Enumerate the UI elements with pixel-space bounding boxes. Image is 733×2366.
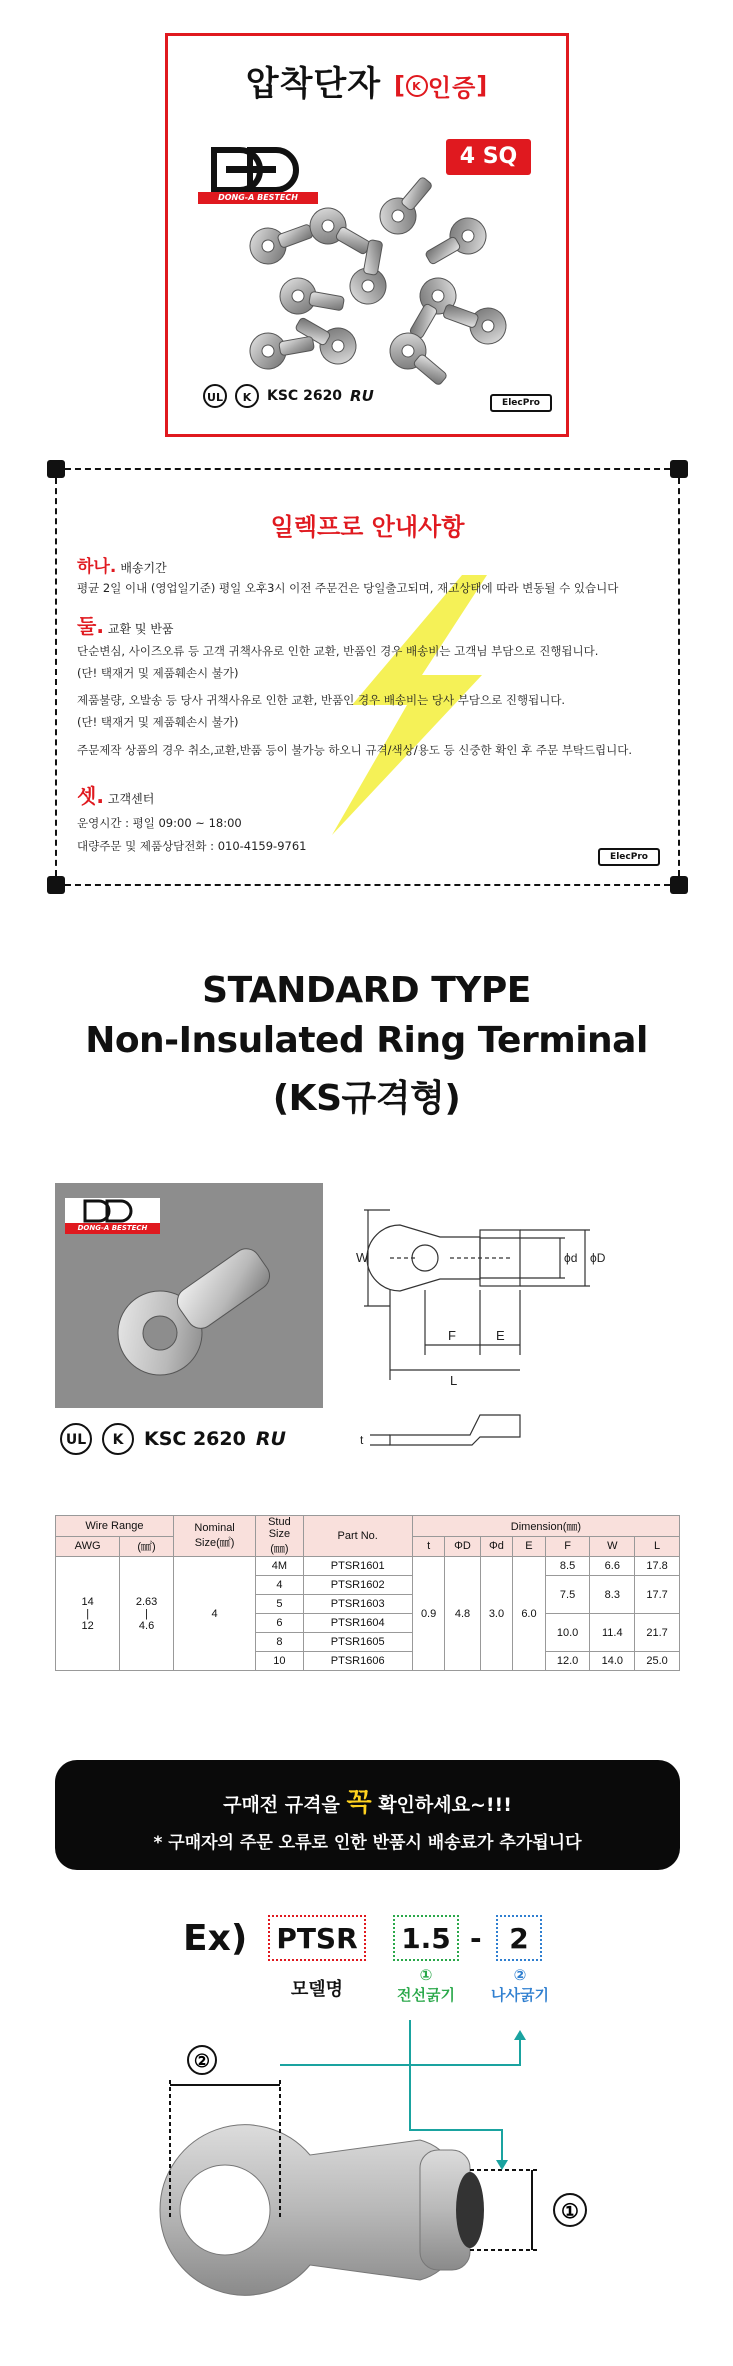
th-nominal (173, 1516, 256, 1557)
notice-line: 운영시간 : 평일 09:00 ~ 18:00 (77, 816, 242, 830)
marker-2-label: ② (193, 2051, 211, 2071)
ru-cert-icon: RU (350, 387, 374, 405)
th-stud (256, 1516, 303, 1557)
dim-l-label: L (450, 1373, 458, 1388)
product-title (168, 56, 566, 105)
cell-stud: 5 (256, 1595, 303, 1614)
th-nominal-text: Nominal (194, 1522, 235, 1534)
cell-L: 21.7 (635, 1614, 680, 1652)
notice-section-1-head (77, 552, 167, 577)
warning-line-1 (55, 1782, 680, 1819)
cell-nominal: 4 (173, 1557, 256, 1671)
example-wire-caption (380, 1965, 472, 2005)
section-1-sub: 배송기간 (120, 561, 167, 575)
wire-arrow-icon (496, 2160, 508, 2170)
cell-stud: 4 (256, 1576, 303, 1595)
cell-part: PTSR1603 (303, 1595, 412, 1614)
photo-brand-name: DONG-A BESTECH (65, 1223, 160, 1234)
k-cert-icon: K (406, 75, 428, 97)
product-title-text: 압착단자 (245, 64, 382, 104)
k-cert-icon: K (102, 1423, 134, 1455)
corner-marker (47, 876, 65, 894)
cell-d: 3.0 (480, 1557, 513, 1671)
cell-mm2 (120, 1557, 174, 1671)
dim-d-small-label: ϕd (564, 1251, 578, 1265)
spec-title-line3: (KS규격형) (272, 1078, 461, 1119)
th-L: L (635, 1536, 680, 1557)
purchase-warning-box (55, 1760, 680, 1870)
corner-marker (670, 876, 688, 894)
th-E: E (513, 1536, 546, 1557)
notice-line: (단! 택재거 및 제품훼손시 불가) (77, 666, 239, 680)
section-3-head: 셋. (77, 784, 104, 808)
spec-title-line2: Non-Insulated Ring Terminal (85, 1020, 648, 1061)
terminals-pile-image (228, 186, 528, 386)
th-wire-range: Wire Range (56, 1516, 174, 1537)
corner-marker (47, 460, 65, 478)
screw-number-marker: ② (513, 1966, 527, 1984)
cell-W: 11.4 (590, 1614, 635, 1652)
warning-line-2: * 구매자의 주문 오류로 인한 반품시 배송료가 추가됩니다 (153, 1833, 582, 1853)
example-screw-box: 2 (496, 1915, 542, 1961)
cert-row (203, 381, 374, 411)
notice-section-2-head (77, 610, 174, 639)
cell-F: 12.0 (545, 1652, 590, 1671)
th-nominal-size: Size(㎟) (194, 1537, 235, 1549)
k-cert-icon: K (235, 384, 259, 408)
cert-bracket-open: [ (393, 71, 406, 100)
ul-cert-icon: UL (60, 1423, 92, 1455)
ksc-label: KSC 2620 (144, 1428, 246, 1450)
corner-marker (670, 460, 688, 478)
cell-stud: 8 (256, 1633, 303, 1652)
section-1-head: 하나. (77, 557, 117, 577)
spec-table (55, 1515, 680, 1671)
size-badge: 4 SQ (446, 139, 531, 175)
cell-awg (56, 1557, 120, 1671)
dim-e-label: E (496, 1328, 505, 1343)
th-W: W (590, 1536, 635, 1557)
technical-drawing (356, 1180, 690, 1470)
th-stud-mm: (㎜) (270, 1543, 289, 1555)
example-label: Ex) (183, 1918, 248, 1959)
example-wire-box: 1.5 (393, 1915, 459, 1961)
cell-L: 17.7 (635, 1576, 680, 1614)
cell-E: 6.0 (513, 1557, 546, 1671)
cell-W: 6.6 (590, 1557, 635, 1576)
mm2-bottom: 4.6 (138, 1619, 155, 1632)
warning-line-1-b: 확인하세요~!!! (371, 1794, 512, 1816)
cell-F: 7.5 (545, 1576, 590, 1614)
warning-emphasis: 꼭 (346, 1788, 372, 1818)
example-model-box: PTSR (268, 1915, 366, 1961)
cell-L: 25.0 (635, 1652, 680, 1671)
cell-t: 0.9 (412, 1557, 445, 1671)
screw-pointer-line (280, 2040, 520, 2065)
marker-1-label: ① (561, 2201, 579, 2223)
cell-F: 10.0 (545, 1614, 590, 1652)
cell-stud: 4M (256, 1557, 303, 1576)
section-3-sub: 고객센터 (107, 792, 155, 806)
notice-line: 평균 2일 이내 (영업일기준) 평일 오후3시 이전 주문건은 당일출고되며, 재고상태에 따라 변동될 수 있습니다 (77, 581, 619, 595)
wire-pointer-line (410, 2020, 502, 2160)
notice-line: 단순변심, 사이즈오류 등 고객 귀책사유로 인한 교환, 반품인 경우 배송비는 고객님 부담으로 진행됩니다. (77, 644, 599, 658)
th-d: Φd (480, 1536, 513, 1557)
th-dimension: Dimension(㎜) (412, 1516, 679, 1537)
cell-stud: 10 (256, 1652, 303, 1671)
notice-line: 대량주문 및 제품상담전화 : 010-4159-9761 (77, 839, 307, 853)
dim-f-label: F (448, 1328, 456, 1343)
example-terminal-drawing (130, 2020, 610, 2320)
section-2-sub: 교환 및 반품 (107, 622, 174, 636)
brand-name: DONG-A BESTECH (198, 192, 318, 204)
screw-arrow-icon (514, 2030, 526, 2040)
wire-number-marker: ① (419, 1966, 433, 1984)
spec-title-line1: STANDARD TYPE (202, 970, 531, 1011)
mm2-sep: | (145, 1607, 148, 1620)
cell-W: 14.0 (590, 1652, 635, 1671)
battery-logo (598, 848, 660, 866)
th-F: F (545, 1536, 590, 1557)
awg-sep: | (86, 1607, 90, 1620)
cell-part: PTSR1602 (303, 1576, 412, 1595)
terminal-body (160, 2125, 484, 2295)
cell-D: 4.8 (445, 1557, 480, 1671)
photo-cert-row (60, 1422, 286, 1456)
brand-logo-icon (65, 1198, 160, 1224)
dim-w-label: W (356, 1250, 369, 1265)
battery-logo-text: ElecPro (502, 398, 540, 408)
cell-W: 8.3 (590, 1576, 635, 1614)
example-screw-caption (470, 1965, 570, 2005)
wire-caption-text: 전선굵기 (397, 1986, 455, 2004)
example-dash: - (470, 1922, 482, 1955)
screw-caption-text: 나사굵기 (491, 1986, 549, 2004)
th-mm2: (㎟) (120, 1536, 174, 1557)
photo-brand-badge (65, 1198, 160, 1234)
awg-top: 14 (81, 1595, 94, 1608)
product-photo (55, 1183, 323, 1408)
notice-line: (단! 택재거 및 제품훼손시 불가) (77, 715, 239, 729)
notice-box (55, 468, 680, 886)
cert-text: 인증 (427, 74, 477, 102)
th-t: t (412, 1536, 445, 1557)
cell-stud: 6 (256, 1614, 303, 1633)
battery-logo (490, 394, 552, 412)
cell-part: PTSR1606 (303, 1652, 412, 1671)
th-part: Part No. (303, 1516, 412, 1557)
notice-line: 제품불량, 오발송 등 당사 귀책사유로 인한 교환, 반품인 경우 배송비는 당사 부담으로 진행됩니다. (77, 693, 566, 707)
dim-t-label: t (360, 1433, 364, 1447)
th-stud-size: Size (268, 1528, 291, 1540)
table-row (56, 1557, 680, 1576)
notice-line: 주문제작 상품의 경우 취소,교환,반품 등이 불가능 하오니 규격/색상/용도 등 신중한 확인 후 주문 부탁드립니다. (77, 743, 633, 757)
th-awg: AWG (56, 1536, 120, 1557)
battery-logo-text: ElecPro (610, 852, 648, 862)
ksc-label: KSC 2620 (267, 388, 343, 404)
warning-line-1-a: 구매전 규격을 (223, 1794, 347, 1816)
th-stud-text: Stud (268, 1516, 291, 1528)
example-model-caption: 모델명 (290, 1979, 344, 2000)
dim-d-big-label: ϕD (590, 1251, 606, 1265)
ru-cert-icon: RU (255, 1428, 286, 1450)
cell-L: 17.8 (635, 1557, 680, 1576)
product-card (165, 33, 569, 437)
cell-F: 8.5 (545, 1557, 590, 1576)
notice-section-3-head (77, 780, 154, 809)
ul-cert-icon: UL (203, 384, 227, 408)
cell-part: PTSR1605 (303, 1633, 412, 1652)
section-2-head: 둘. (77, 614, 104, 638)
notice-title: 일렉프로 안내사항 (270, 513, 465, 541)
mm2-top: 2.63 (135, 1595, 158, 1608)
table-header-row (56, 1516, 680, 1537)
th-D: ΦD (445, 1536, 480, 1557)
awg-bottom: 12 (81, 1619, 94, 1632)
cell-part: PTSR1604 (303, 1614, 412, 1633)
cell-part: PTSR1601 (303, 1557, 412, 1576)
cert-bracket-close: ] (476, 71, 489, 100)
